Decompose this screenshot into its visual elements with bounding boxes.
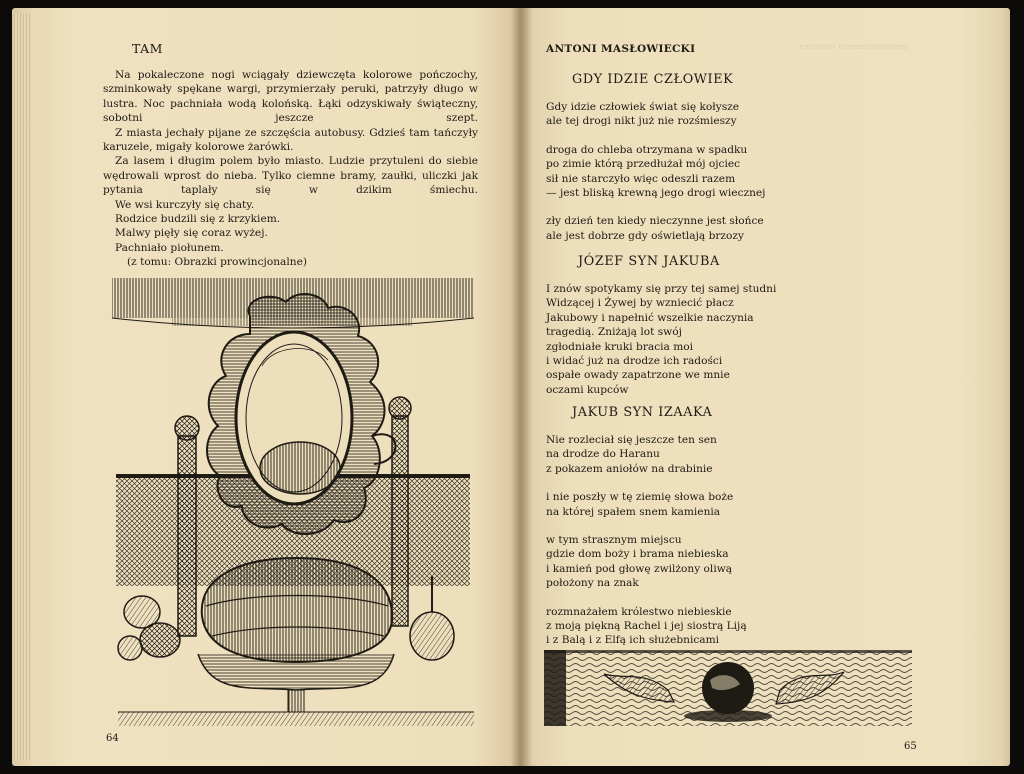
poem-body xyxy=(546,282,846,397)
poem-line: droga do chleba otrzymana w spadku xyxy=(546,143,748,156)
poem-line: i kamień pod głowę zwilżony oliwą xyxy=(546,562,733,575)
prose-paragraph: Z miasta jechały pijane ze szczęścia autobusy. Gdzieś tam tańczyły karuzele, migały kolorowe żarówki. xyxy=(103,126,478,154)
page-edges xyxy=(14,14,30,760)
ink-illustration xyxy=(102,276,482,728)
bleed-through-text: ▭▭▭▭ ▭▭▭▭▭▭▭▭ xyxy=(800,42,909,52)
poem-line: rozmnażałem królestwo niebieskie xyxy=(546,605,732,618)
poem-line: w tym strasznym miejscu xyxy=(546,534,682,547)
poem-line: i z Balą i z Elfą ich służebnicami xyxy=(546,634,720,647)
prose-line: Malwy pięły się coraz wyżej. xyxy=(115,227,268,240)
prose-paragraph: Na pokaleczone nogi wciągały dziewczęta kolorowe pończochy, szminkowały spękane wargi, przymierzały peruki, patrzyły długo w lustra. Noc pachniała wodą kolońską. Łąki odzyskiwały świąteczny, sobotni jeszcze szept. xyxy=(103,69,478,125)
page-number-right: 65 xyxy=(904,741,917,752)
poem-line: oczami kupców xyxy=(546,383,629,396)
poem-body xyxy=(546,433,846,648)
poem-line: Nie rozleciał się jeszcze ten sen xyxy=(546,434,717,446)
poem-line: ale jest dobrze gdy oświetlają brzozy xyxy=(546,229,744,242)
poem-title: GDY IDZIE CZŁOWIEK xyxy=(572,72,734,87)
poem-line: Widzącej i Żywej by wzniecić płacz xyxy=(546,297,734,310)
author-name: ANTONI MASŁOWIECKI xyxy=(546,43,696,55)
book-gutter xyxy=(510,8,532,766)
poem-line: i widać już na drodze ich radości xyxy=(546,355,723,368)
poem-line: położony na znak xyxy=(546,577,639,590)
poem-body xyxy=(546,100,846,243)
poem-title: JAKUB SYN IZAAKA xyxy=(572,405,713,420)
book-spread xyxy=(12,8,1010,766)
poem-line: ospałe owady zapatrzone we mnie xyxy=(546,369,730,382)
source-note: (z tomu: Obrazki prowincjonalne) xyxy=(127,256,307,269)
prose-line: Rodzice budzili się z krzykiem. xyxy=(115,213,281,226)
poem-line: zgłodniałe kruki bracia moi xyxy=(546,340,694,353)
poem-line: Gdy idzie człowiek świat się kołysze xyxy=(546,101,740,113)
poem-line: z moją piękną Rachel i jej siostrą Liją xyxy=(546,620,747,633)
poem-line: — jest bliską krewną jego drogi wiecznej xyxy=(546,187,766,200)
poem-line: po zimie którą przedłużał mój ojciec xyxy=(546,158,741,171)
left-page-prose xyxy=(103,68,478,270)
poem-line: z pokazem aniołów na drabinie xyxy=(546,462,713,475)
poem-line: I znów spotykamy się przy tej samej studni xyxy=(546,283,777,295)
page-number-left: 64 xyxy=(106,733,119,744)
poem-line: i nie poszły w tę ziemię słowa boże xyxy=(546,491,734,504)
right-page xyxy=(520,8,1010,766)
poem-line: ale tej drogi nikt już nie rozśmieszy xyxy=(546,115,737,128)
prose-line: Pachniało piołunem. xyxy=(115,241,224,254)
poem-line: gdzie dom boży i brama niebieska xyxy=(546,548,729,561)
left-page-title: TAM xyxy=(132,41,163,56)
poem-line: na drodze do Haranu xyxy=(546,448,660,461)
prose-paragraph: Za lasem i długim polem było miasto. Ludzie przytuleni do siebie wędrowali wprost do nieba. Tylko ciemne bramy, zaułki, uliczki jak pytania taplały się w dzikim śmiechu. xyxy=(103,155,478,197)
poem-line: tragedią. Zniżają lot swój xyxy=(546,326,682,339)
poem-line: na której spałem snem kamienia xyxy=(546,505,721,518)
left-page xyxy=(12,8,520,766)
poem-line: Jakubowy i napełnić wszelkie naczynia xyxy=(546,311,754,324)
poem-title: JÓZEF SYN JAKUBA xyxy=(578,254,720,269)
poem-line: zły dzień ten kiedy nieczynne jest słońce xyxy=(546,215,764,228)
poem-line: sił nie starczyło więc odeszli razem xyxy=(546,172,736,185)
prose-line: We wsi kurczyły się chaty. xyxy=(115,198,255,211)
tailpiece-illustration xyxy=(544,650,912,726)
